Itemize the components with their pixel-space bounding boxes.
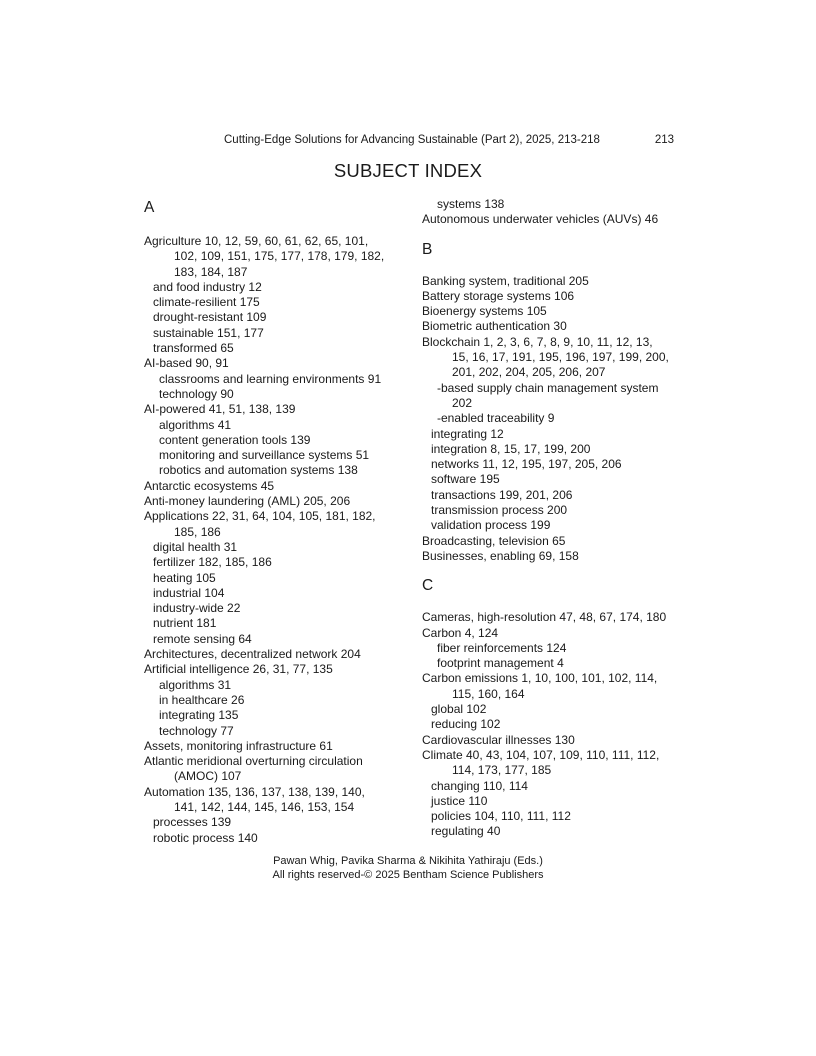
page-title: SUBJECT INDEX: [333, 160, 483, 181]
index-subentry: technology 77: [159, 723, 234, 738]
index-entry-continuation: 202: [452, 395, 473, 410]
index-entry-continuation: 141, 142, 144, 145, 146, 153, 154: [174, 799, 355, 814]
index-entry: Automation 135, 136, 137, 138, 139, 140,: [144, 784, 365, 799]
index-entry-continuation: (AMOC) 107: [174, 769, 242, 784]
index-subentry: integrating 12: [431, 426, 504, 441]
index-entry-continuation: 115, 160, 164: [452, 686, 525, 701]
index-entry: Autonomous underwater vehicles (AUVs) 46: [422, 212, 659, 227]
index-entry: AI-powered 41, 51, 138, 139: [144, 402, 296, 417]
index-subentry: -based supply chain management system: [437, 380, 659, 395]
index-subentry: transmission process 200: [431, 503, 568, 518]
section-letter-c: C: [422, 577, 434, 595]
index-subentry: global 102: [431, 702, 487, 717]
index-subentry: drought-resistant 109: [153, 310, 267, 325]
editors-line: Pawan Whig, Pavika Sharma & Nikihita Yathiraju (Eds.): [273, 855, 543, 867]
index-subentry: algorithms 41: [159, 417, 232, 432]
index-entry: Carbon 4, 124: [422, 625, 499, 640]
index-subentry: digital health 31: [153, 539, 238, 554]
index-column-right: [422, 197, 684, 840]
index-entry: Battery storage systems 106: [422, 288, 575, 303]
index-entry: Blockchain 1, 2, 3, 6, 7, 8, 9, 10, 11, 12, 13,: [422, 334, 653, 349]
index-subentry: processes 139: [153, 815, 232, 830]
index-subentry: algorithms 31: [159, 677, 232, 692]
index-subentry: fiber reinforcements 124: [437, 640, 567, 655]
index-entry-continuation: 114, 173, 177, 185: [452, 763, 552, 778]
index-entry: Banking system, traditional 205: [422, 273, 589, 288]
index-entry: Businesses, enabling 69, 158: [422, 548, 579, 563]
index-subentry: industry-wide 22: [153, 601, 241, 616]
index-entry: Biometric authentication 30: [422, 319, 567, 334]
index-subentry: technology 90: [159, 386, 234, 401]
index-column-left: [144, 197, 406, 846]
index-subentry: transactions 199, 201, 206: [431, 487, 573, 502]
index-entry: Applications 22, 31, 64, 104, 105, 181, 182,: [144, 509, 376, 524]
index-entry-continuation: 201, 202, 204, 205, 206, 207: [452, 365, 606, 380]
index-subentry: reducing 102: [431, 717, 501, 732]
index-entry: Agriculture 10, 12, 59, 60, 61, 62, 65, 101,: [144, 234, 369, 248]
index-subentry: systems 138: [437, 197, 505, 211]
index-subentry: changing 110, 114: [431, 778, 528, 793]
index-subentry: and food industry 12: [153, 279, 262, 294]
index-subentry: software 195: [431, 472, 500, 487]
index-entry: Bioenergy systems 105: [422, 304, 547, 319]
index-subentry: networks 11, 12, 195, 197, 205, 206: [431, 457, 622, 472]
index-subentry: remote sensing 64: [153, 631, 252, 646]
index-subentry: -enabled traceability 9: [437, 411, 555, 426]
index-entry: Broadcasting, television 65: [422, 533, 566, 548]
index-entry: Cameras, high-resolution 47, 48, 67, 174, 180: [422, 610, 667, 625]
index-entry: AI-based 90, 91: [144, 356, 229, 371]
index-subentry: climate-resilient 175: [153, 295, 260, 310]
index-entry: Assets, monitoring infrastructure 61: [144, 738, 333, 753]
index-subentry: integrating 135: [159, 708, 239, 723]
index-subentry: heating 105: [153, 570, 216, 585]
section-letter-b: B: [422, 240, 433, 258]
index-subentry: integration 8, 15, 17, 199, 200: [431, 441, 591, 456]
index-subentry: classrooms and learning environments 91: [159, 371, 382, 386]
index-subentry: policies 104, 110, 111, 112: [431, 809, 571, 824]
index-subentry: fertilizer 182, 185, 186: [153, 555, 272, 570]
index-subentry: justice 110: [431, 793, 488, 808]
index-entry: Artificial intelligence 26, 31, 77, 135: [144, 662, 333, 677]
index-entry: Cardiovascular illnesses 130: [422, 732, 575, 747]
index-entry-continuation: 183, 184, 187: [174, 264, 248, 279]
index-subentry: robotics and automation systems 138: [159, 463, 358, 478]
index-subentry: transformed 65: [153, 341, 234, 356]
index-subentry: industrial 104: [153, 585, 225, 600]
index-entry: Antarctic ecosystems 45: [144, 478, 275, 493]
index-subentry: content generation tools 139: [159, 432, 311, 447]
page-footer: [0, 854, 816, 882]
index-entry-continuation: 15, 16, 17, 191, 195, 196, 197, 199, 200,: [452, 350, 669, 365]
index-entry-continuation: 185, 186: [174, 524, 221, 539]
index-entry: Atlantic meridional overturning circulation: [144, 754, 363, 769]
index-subentry: sustainable 151, 177: [153, 325, 264, 340]
index-subentry: footprint management 4: [437, 656, 564, 671]
index-entry: Architectures, decentralized network 204: [144, 647, 361, 662]
section-letter-a: A: [144, 199, 155, 216]
journal-citation: Cutting-Edge Solutions for Advancing Sustainable (Part 2), 2025, 213-218: [224, 134, 600, 146]
index-subentry: in healthcare 26: [159, 692, 245, 707]
index-subentry: nutrient 181: [153, 616, 217, 631]
index-entry: Climate 40, 43, 104, 107, 109, 110, 111, 112,: [422, 747, 660, 762]
page-number: 213: [654, 134, 674, 146]
index-entry: Carbon emissions 1, 10, 100, 101, 102, 114,: [422, 671, 658, 686]
index-entry-continuation: 102, 109, 151, 175, 177, 178, 179, 182,: [174, 249, 385, 264]
index-subentry: validation process 199: [431, 518, 551, 533]
index-subentry: regulating 40: [431, 824, 501, 839]
index-subentry: monitoring and surveillance systems 51: [159, 448, 370, 463]
index-entry: Anti-money laundering (AML) 205, 206: [144, 494, 351, 509]
index-subentry: robotic process 140: [153, 830, 258, 845]
copyright-line: All rights reserved-© 2025 Bentham Science Publishers: [272, 869, 544, 881]
